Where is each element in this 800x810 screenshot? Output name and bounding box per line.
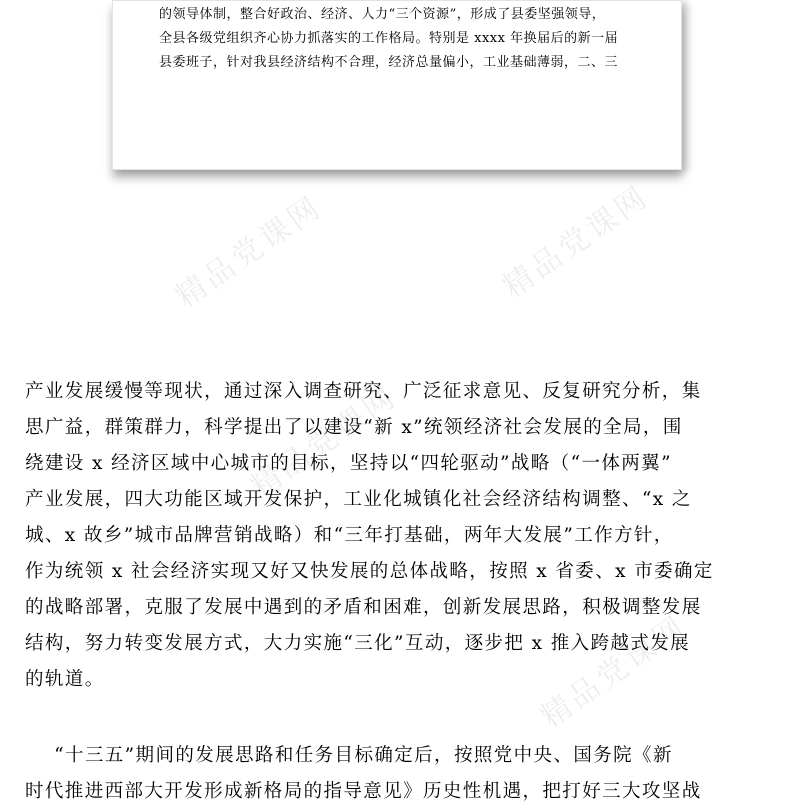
paragraph-2	[25, 738, 775, 810]
body-line: 产业发展缓慢等现状，通过深入调查研究、广泛征求意见、反复研究分析，集	[25, 381, 702, 402]
card-line: 县委班子，针对我县经济结构不合理，经济总量偏小，工业基础薄弱，二、三	[159, 55, 619, 70]
paragraph-1	[25, 374, 775, 698]
body-line: “十三五”期间的发展思路和任务目标确定后，按照党中央、国务院《新	[25, 745, 673, 766]
body-line: 时代推进西部大开发形成新格局的指导意见》历史性机遇，把打好三大攻坚战	[25, 781, 702, 802]
watermark: 精品党课网	[169, 189, 329, 316]
embedded-page-card	[112, 0, 682, 170]
card-line: 全县各级党组织齐心协力抓落实的工作格局。特别是 xxxx 年换届后的新一届	[159, 31, 619, 46]
body-line: 的战略部署，克服了发展中遇到的矛盾和困难，创新发展思路，积极调整发展	[25, 597, 702, 618]
card-line: 的领导体制，整合好政治、经济、人力“三个资源”，形成了县委坚强领导，	[159, 7, 606, 22]
body-line: 产业发展，四大功能区域开发保护，工业化城镇化社会经济结构调整、“x 之	[25, 489, 692, 510]
body-line: 作为统领 x 社会经济实现又好又快发展的总体战略，按照 x 省委、x 市委确定	[25, 561, 714, 582]
body-line: 思广益，群策群力，科学提出了以建设“新 x”统领经济社会发展的全局，围	[25, 417, 683, 438]
watermark: 精品党课网	[534, 609, 694, 736]
card-text	[159, 3, 639, 75]
body-line: 城、x 故乡”城市品牌营销战略）和“三年打基础，两年大发展”工作方针，	[25, 525, 674, 546]
watermark: 精品党课网	[244, 379, 404, 506]
watermark: 精品党课网	[496, 179, 656, 306]
body-line: 的轨道。	[25, 669, 105, 690]
body-line: 绕建设 x 经济区域中心城市的目标，坚持以“四轮驱动”战略（“一体两翼”	[25, 453, 672, 474]
body-line: 结构，努力转变发展方式，大力实施“三化”互动，逐步把 x 推入跨越式发展	[25, 633, 691, 654]
